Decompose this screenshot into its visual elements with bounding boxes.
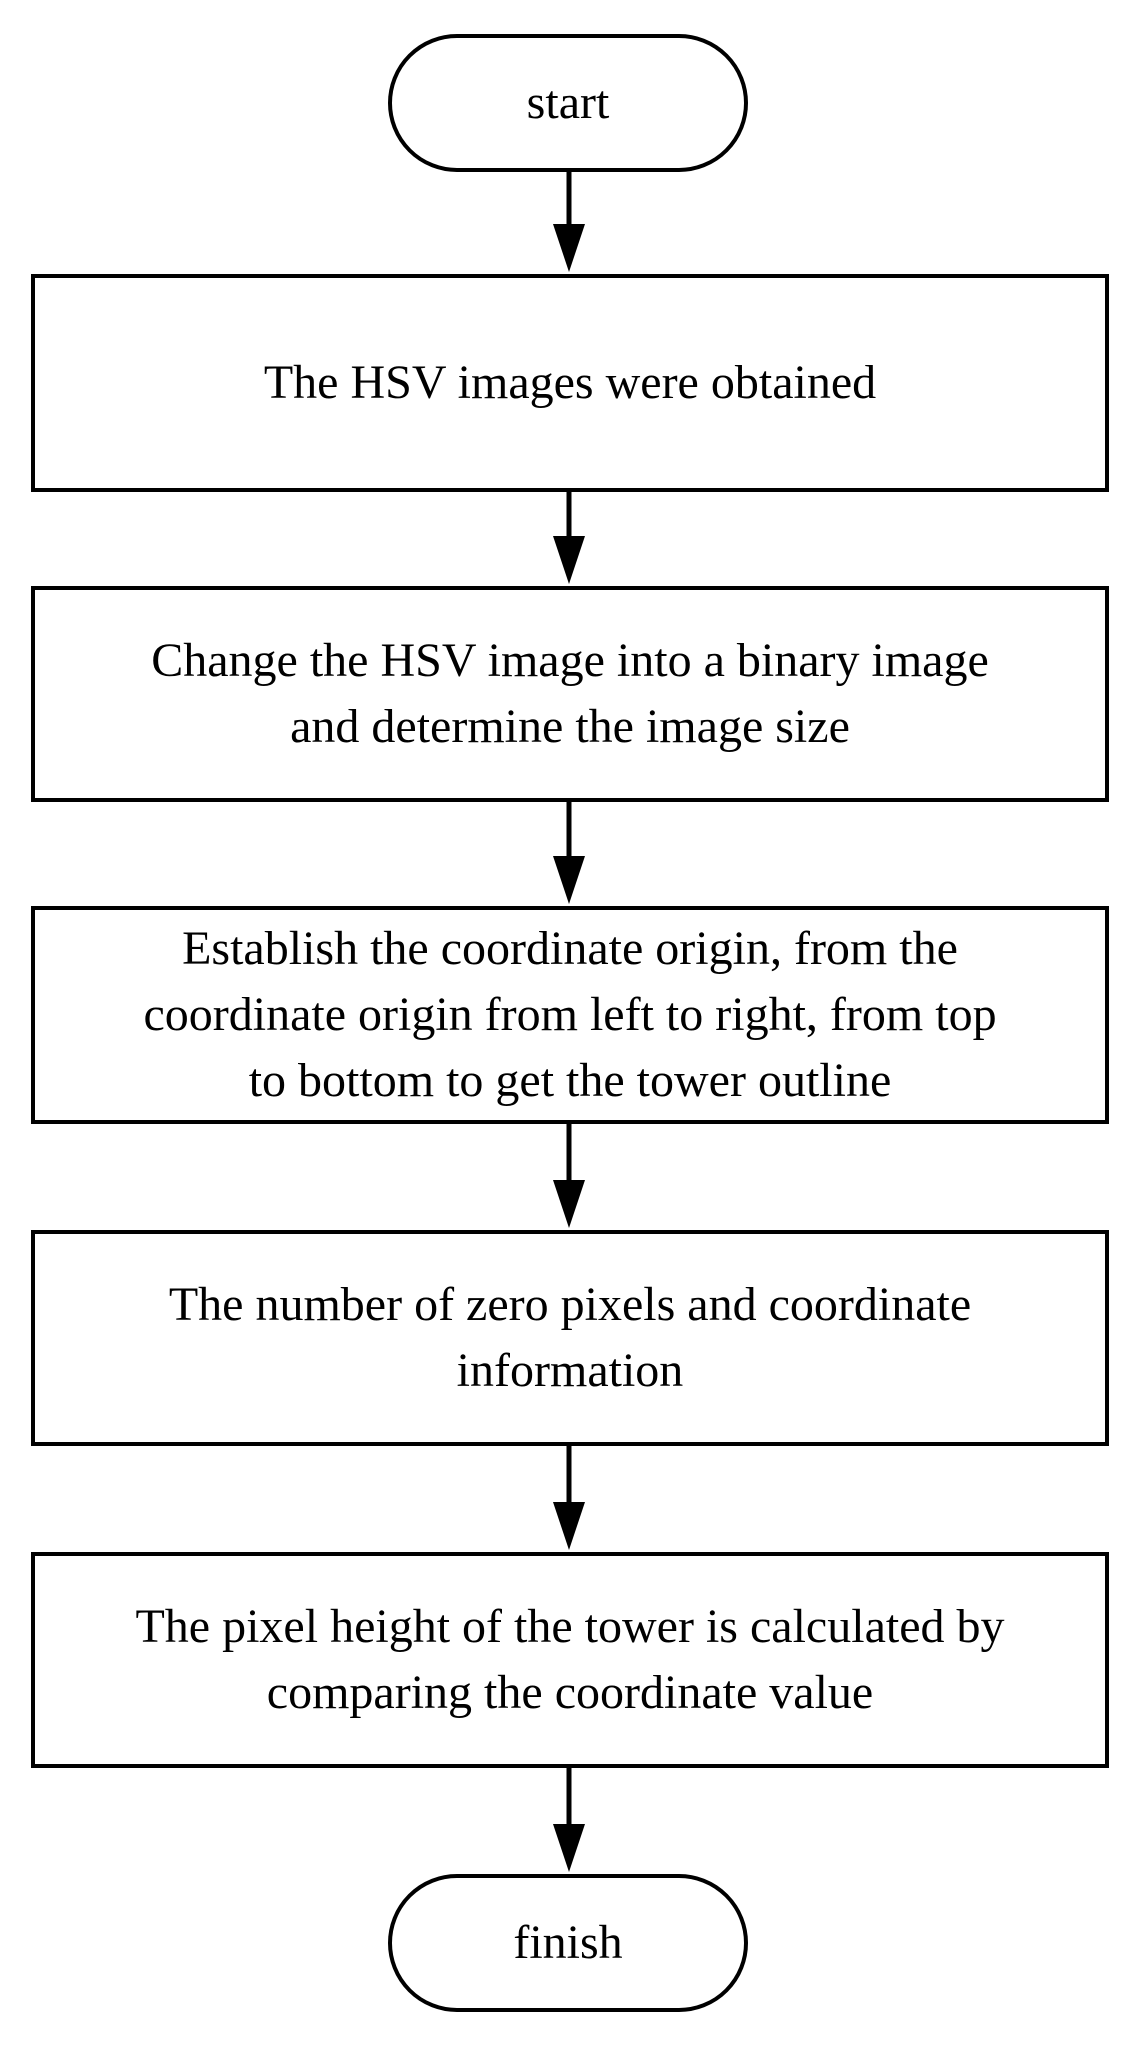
start-terminal <box>388 34 748 172</box>
arrowhead-4 <box>553 1180 585 1228</box>
arrowhead-3 <box>553 856 585 904</box>
arrowhead-5 <box>553 1502 585 1550</box>
step-obtain-hsv-images <box>31 274 1109 492</box>
step-zero-pixels-label: The number of zero pixels and coordinate information <box>168 1278 972 1397</box>
step-zero-pixels <box>31 1230 1109 1446</box>
step-coordinate-origin-label: Establish the coordinate origin, from the coordinate origin from left to right, from top to bottom to get the tower outline <box>143 922 997 1107</box>
arrowhead-1 <box>553 224 585 272</box>
step-coordinate-origin <box>31 906 1109 1124</box>
step-obtain-hsv-images-label: The HSV images were obtained <box>263 356 877 409</box>
start-label: start <box>526 76 610 129</box>
step-pixel-height-label: The pixel height of the tower is calculated by comparing the coordinate value <box>135 1600 1005 1719</box>
arrowhead-2 <box>553 536 585 584</box>
step-binary-image-label: Change the HSV image into a binary image and determine the image size <box>151 634 989 753</box>
step-binary-image <box>31 586 1109 802</box>
step-pixel-height <box>31 1552 1109 1768</box>
finish-label: finish <box>513 1916 623 1969</box>
arrowhead-6 <box>553 1824 585 1872</box>
finish-terminal <box>388 1874 748 2012</box>
